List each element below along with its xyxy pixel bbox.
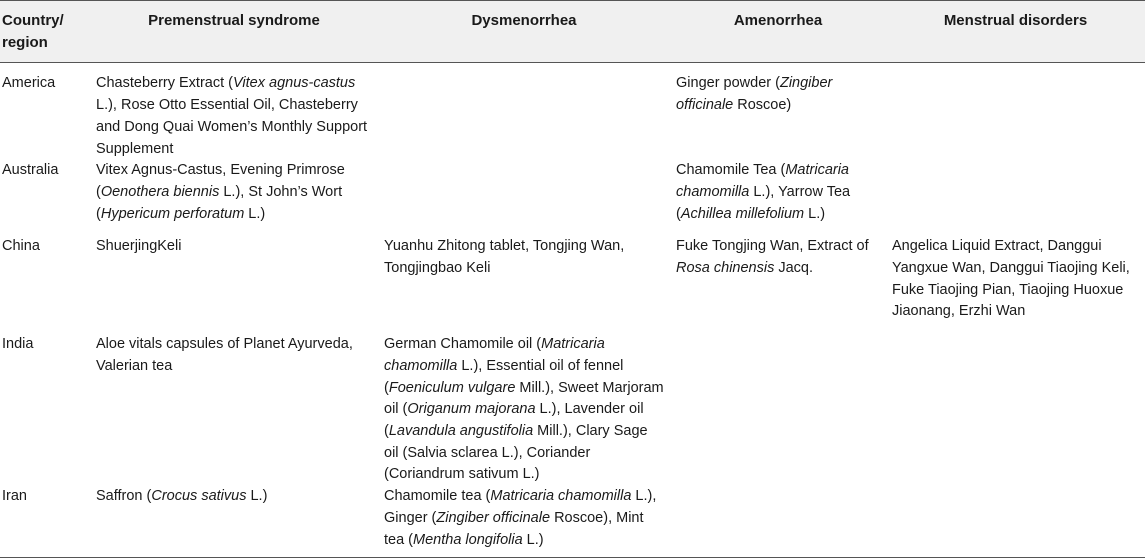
species-name: Mentha longifolia [413, 531, 523, 548]
cell-text: Aloe vitals capsules of Planet Ayurveda, Valerian tea [96, 336, 353, 374]
cell-text: Mill.), Sweet Marjoram oil ( [384, 379, 664, 418]
species-name: Origanum majorana [407, 401, 536, 418]
species-name: Zingiber officinale [676, 75, 833, 114]
cell-text: Roscoe), Mint tea ( [384, 509, 644, 548]
cell-text: L.), Ginger ( [384, 488, 657, 526]
cell-text: L.) [522, 531, 544, 548]
species-name: Matricaria chamomilla [676, 162, 849, 200]
cell-amenorrhea [670, 226, 886, 324]
cell-text: German Chamomile oil ( [384, 336, 542, 353]
cell-premenstrual-syndrome [90, 160, 378, 226]
cell-text: Roscoe) [733, 97, 792, 114]
species-name: Matricaria chamomilla [490, 488, 632, 505]
cell-menstrual-disorders [886, 324, 1145, 486]
cell-amenorrhea [670, 486, 886, 558]
species-name: Vitex agnus-castus [233, 75, 356, 92]
table-row [0, 226, 1145, 324]
table-row [0, 63, 1145, 160]
cell-premenstrual-syndrome [90, 226, 378, 324]
cell-menstrual-disorders [886, 226, 1145, 324]
cell-country: India [2, 336, 34, 353]
cell-dysmenorrhea [378, 63, 670, 160]
cell-text: Saffron ( [96, 488, 152, 505]
cell-dysmenorrhea [378, 160, 670, 226]
cell-text: L.), Yarrow Tea ( [676, 183, 851, 222]
table-row [0, 160, 1145, 226]
cell-amenorrhea [670, 160, 886, 226]
cell-text: Jacq. [774, 259, 814, 276]
species-name: Rosa chinensis [676, 259, 775, 276]
header-amenorrhea: Amenorrhea [670, 1, 886, 63]
cell-text: L.) [246, 488, 268, 505]
cell-country: Iran [0, 486, 90, 558]
cell-dysmenorrhea [378, 226, 670, 324]
header-menstrual-disorders: Menstrual disorders [886, 1, 1145, 63]
cell-text: L.) [244, 205, 266, 222]
species-name: Lavandula angustifolia [388, 423, 534, 440]
cell-dysmenorrhea [378, 324, 670, 486]
cell-premenstrual-syndrome [90, 324, 378, 486]
cell-text: Fuke Tongjing Wan, Extract of [676, 238, 869, 255]
cell-text: Yuanhu Zhitong tablet, Tongjing Wan, Tongjingbao Keli [384, 238, 625, 276]
species-name: Foeniculum vulgare [388, 379, 516, 396]
table-row [0, 486, 1145, 558]
cell-country: America [2, 75, 56, 92]
cell-menstrual-disorders [886, 486, 1145, 558]
header-dysmenorrhea: Dysmenorrhea [378, 1, 670, 63]
cell-text: L.), Rose Otto Essential Oil, Chasteberry and Dong Quai Women’s Monthly Support Supplement [96, 97, 368, 157]
species-name: Zingiber officinale [436, 509, 551, 526]
cell-dysmenorrhea [378, 486, 670, 558]
cell-text: L.), Lavender oil ( [384, 401, 644, 440]
cell-text: Vitex Agnus-Castus, Evening Primrose ( [96, 162, 345, 200]
cell-menstrual-disorders [886, 160, 1145, 226]
table-header [0, 1, 1145, 63]
cell-country: China [2, 238, 40, 255]
cell-text: ShuerjingKeli [96, 238, 182, 255]
header-premenstrual-syndrome: Premenstrual syndrome [90, 1, 378, 63]
header-country: Country/ region [0, 1, 90, 63]
cell-country: Australia [2, 162, 59, 179]
cell-amenorrhea [670, 63, 886, 160]
cell-text: Chasteberry Extract ( [96, 75, 233, 92]
cell-text: L.), St John’s Wort ( [96, 183, 343, 222]
cell-text: Chamomile tea ( [384, 488, 491, 505]
table-row [0, 324, 1145, 486]
cell-premenstrual-syndrome [90, 63, 378, 160]
header-row [0, 1, 1145, 63]
cell-text: Mill.), Clary Sage oil (Salvia sclarea L.), Coriander (Coriandrum sativum L.) [384, 423, 648, 483]
cell-text: Angelica Liquid Extract, Danggui Yangxue Wan, Danggui Tiaojing Keli, Fuke Tiaojing Pian, Tiaojing Huoxue Jiaonang, Erzhi Wan [892, 238, 1130, 320]
cell-text: Chamomile Tea ( [676, 162, 786, 179]
table-body [0, 63, 1145, 558]
species-name: Crocus sativus [151, 488, 247, 505]
cell-text: L.), Essential oil of fennel ( [384, 357, 624, 396]
species-name: Matricaria chamomilla [384, 336, 605, 374]
cell-text: Ginger powder ( [676, 75, 780, 92]
species-name: Oenothera biennis [100, 183, 220, 200]
species-name: Hypericum perforatum [100, 205, 245, 222]
cell-text: L.) [804, 205, 826, 222]
cell-menstrual-disorders [886, 63, 1145, 160]
species-name: Achillea millefolium [680, 205, 805, 222]
cell-amenorrhea [670, 324, 886, 486]
cell-premenstrual-syndrome [90, 486, 378, 558]
